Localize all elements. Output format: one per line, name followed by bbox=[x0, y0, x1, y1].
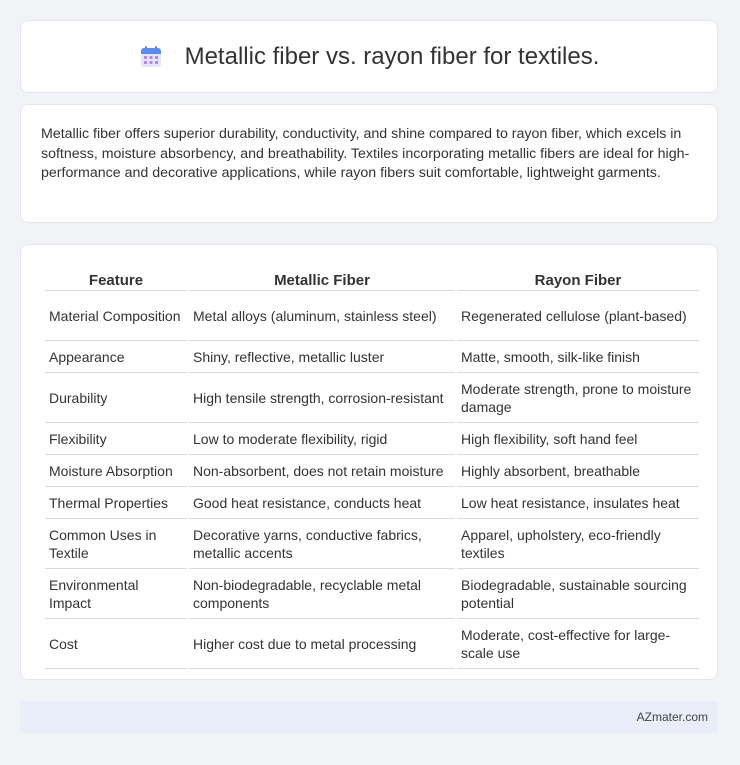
table-row bbox=[45, 569, 699, 619]
footer-bar bbox=[20, 701, 718, 733]
table-row bbox=[45, 291, 699, 341]
feature-cell: Appearance bbox=[45, 341, 187, 373]
title-card bbox=[20, 20, 718, 93]
rayon-cell: Low heat resistance, insulates heat bbox=[457, 487, 699, 519]
metallic-cell: Metal alloys (aluminum, stainless steel) bbox=[189, 291, 455, 341]
feature-cell: Material Composition bbox=[45, 291, 187, 341]
metallic-cell: Decorative yarns, conductive fabrics, metallic accents bbox=[189, 519, 455, 569]
table-row bbox=[45, 373, 699, 423]
table-row bbox=[45, 423, 699, 455]
calendar-icon bbox=[139, 45, 163, 69]
column-header-feature: Feature bbox=[45, 265, 187, 291]
rayon-cell: High flexibility, soft hand feel bbox=[457, 423, 699, 455]
feature-cell: Moisture Absorption bbox=[45, 455, 187, 487]
metallic-cell: Good heat resistance, conducts heat bbox=[189, 487, 455, 519]
table-row bbox=[45, 619, 699, 669]
comparison-table bbox=[43, 265, 701, 669]
table-row bbox=[45, 519, 699, 569]
feature-cell: Cost bbox=[45, 619, 187, 669]
metallic-cell: Shiny, reflective, metallic luster bbox=[189, 341, 455, 373]
metallic-cell: Non-biodegradable, recyclable metal components bbox=[189, 569, 455, 619]
metallic-cell: High tensile strength, corrosion-resistant bbox=[189, 373, 455, 423]
feature-cell: Thermal Properties bbox=[45, 487, 187, 519]
metallic-cell: Low to moderate flexibility, rigid bbox=[189, 423, 455, 455]
table-header-row bbox=[45, 265, 699, 291]
summary-card bbox=[20, 104, 718, 223]
rayon-cell: Regenerated cellulose (plant-based) bbox=[457, 291, 699, 341]
page-title: Metallic fiber vs. rayon fiber for textiles. bbox=[184, 42, 600, 70]
rayon-cell: Apparel, upholstery, eco-friendly textiles bbox=[457, 519, 699, 569]
column-header-rayon: Rayon Fiber bbox=[457, 265, 699, 291]
column-header-metallic: Metallic Fiber bbox=[189, 265, 455, 291]
rayon-cell: Moderate strength, prone to moisture damage bbox=[457, 373, 699, 423]
rayon-cell: Highly absorbent, breathable bbox=[457, 455, 699, 487]
feature-cell: Environmental Impact bbox=[45, 569, 187, 619]
feature-cell: Flexibility bbox=[45, 423, 187, 455]
metallic-cell: Higher cost due to metal processing bbox=[189, 619, 455, 669]
footer-brand-link[interactable]: AZmater.com bbox=[636, 710, 708, 724]
rayon-cell: Matte, smooth, silk-like finish bbox=[457, 341, 699, 373]
metallic-cell: Non-absorbent, does not retain moisture bbox=[189, 455, 455, 487]
summary-text: Metallic fiber offers superior durability, conductivity, and shine compared to rayon fiber, which excels in softness, moisture absorbency, and breathability. Textiles incorporating metallic fibers are ideal for high-performance and decorative applications, while rayon fibers suit comfortable, lightweight garments. bbox=[41, 126, 690, 181]
rayon-cell: Moderate, cost-effective for large-scale use bbox=[457, 619, 699, 669]
title-row bbox=[139, 43, 600, 71]
table-row bbox=[45, 455, 699, 487]
table-row bbox=[45, 487, 699, 519]
comparison-table-card bbox=[20, 244, 718, 680]
feature-cell: Common Uses in Textile bbox=[45, 519, 187, 569]
feature-cell: Durability bbox=[45, 373, 187, 423]
rayon-cell: Biodegradable, sustainable sourcing potential bbox=[457, 569, 699, 619]
table-row bbox=[45, 341, 699, 373]
